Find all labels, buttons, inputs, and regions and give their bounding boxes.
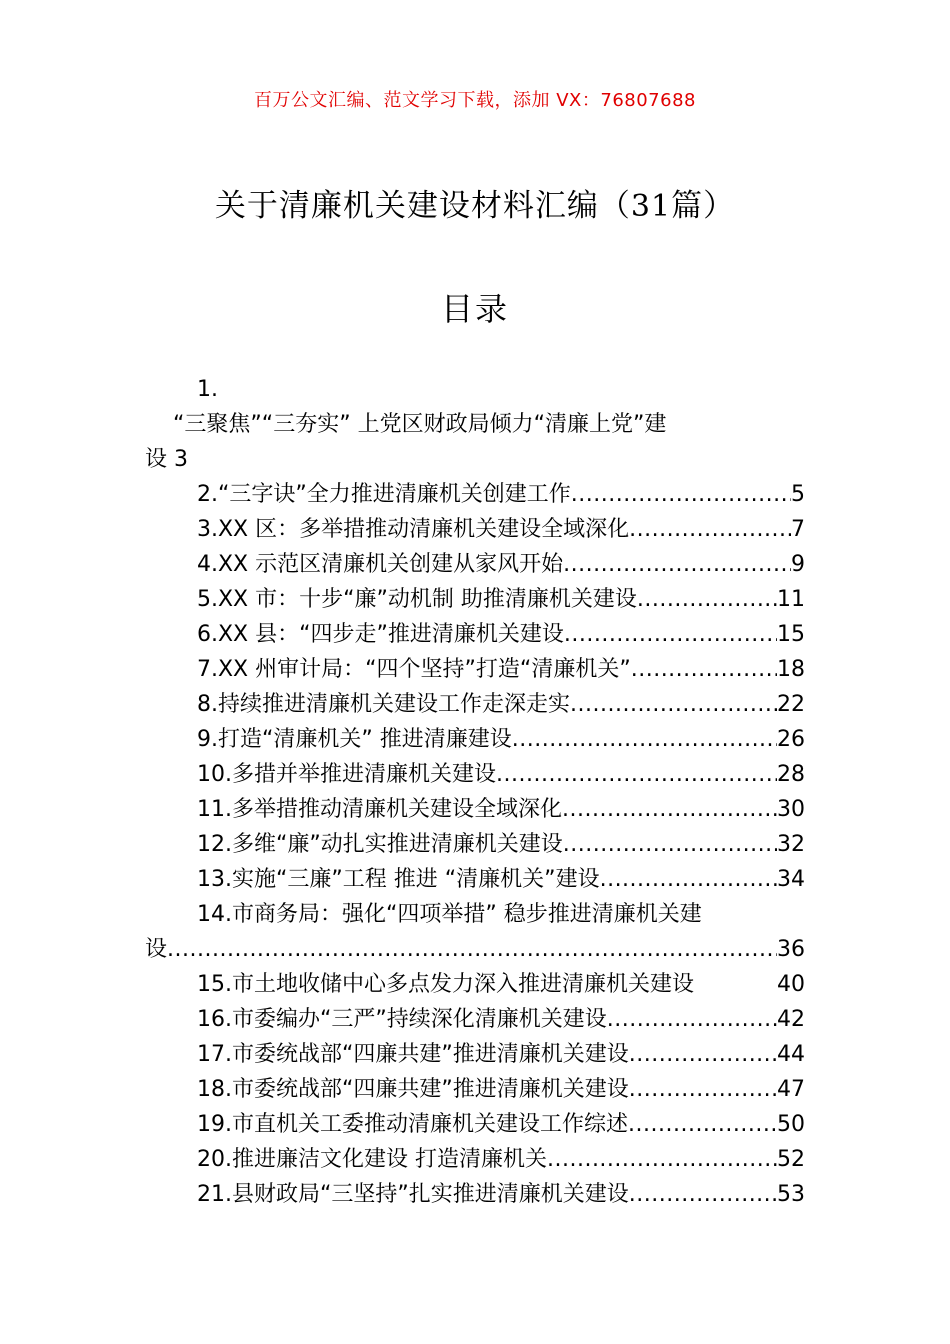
leader-dots [600, 862, 777, 897]
toc-page-number: 26 [777, 727, 805, 752]
leader-dots [563, 547, 791, 582]
toc-entry-5[interactable]: 5.XX 市：十步“廉”动机制 助推清廉机关建设 ..... 11 [145, 582, 805, 617]
leader-dots [562, 792, 777, 827]
toc-page-number: 30 [777, 797, 805, 822]
toc-page-number: 5 [791, 482, 805, 507]
table-of-contents [145, 372, 805, 1212]
document-title [0, 180, 950, 225]
toc-page-number: 47 [777, 1077, 805, 1102]
toc-entry-16[interactable]: 16.市委编办“三严”持续深化清廉机关建设 ..... 42 [145, 1002, 805, 1037]
toc-entry-1-number[interactable]: 1. [197, 377, 218, 402]
toc-page-number: 32 [777, 832, 805, 857]
toc-page-number: 52 [777, 1147, 805, 1172]
leader-dots [571, 477, 791, 512]
title-main: 关于清廉机关建设材料汇编（ [214, 188, 631, 224]
leader-dots [564, 617, 777, 652]
toc-entry-21[interactable]: 21.县财政局“三坚持”扎实推进清廉机关建设 ..... 53 [145, 1177, 805, 1212]
leader-dots [629, 1177, 777, 1212]
toc-entry-12[interactable]: 12.多维“廉”动扎实推进清廉机关建设 ..... 32 [145, 827, 805, 862]
toc-entry-18[interactable]: 18.市委统战部“四廉共建”推进清廉机关建设 ..... 47 [145, 1072, 805, 1107]
leader-dots [628, 1107, 777, 1142]
toc-entry-15[interactable]: 15.市土地收储中心多点发力深入推进清廉机关建设 40 [145, 967, 805, 1002]
toc-entry-1-title[interactable]: “三聚焦”“三夯实” 上党区财政局倾力“清廉上党”建 [173, 412, 667, 437]
toc-entry-17[interactable]: 17.市委统战部“四廉共建”推进清廉机关建设 ..... 44 [145, 1037, 805, 1072]
leader-dots [637, 582, 777, 617]
leader-dots [631, 652, 777, 687]
toc-page-number: 9 [791, 552, 805, 577]
toc-page-number: 34 [777, 867, 805, 892]
toc-page-number: 28 [777, 762, 805, 787]
toc-entry-9[interactable]: 9.打造“清廉机关” 推进清廉建设 ..... 26 [145, 722, 805, 757]
toc-page-number: 50 [777, 1112, 805, 1137]
toc-entry-2[interactable]: 2.“三字诀”全力推进清廉机关创建工作 ..... 5 [145, 477, 805, 512]
toc-entry-20[interactable]: 20.推进廉洁文化建设 打造清廉机关 ..... 52 [145, 1142, 805, 1177]
toc-entry-7[interactable]: 7.XX 州审计局：“四个坚持”打造“清廉机关” ..... 18 [145, 652, 805, 687]
toc-entry-1-continuation[interactable]: 设 3 [145, 447, 188, 472]
leader-dots [496, 757, 777, 792]
leader-dots [547, 1142, 777, 1177]
toc-page-number: 36 [777, 937, 805, 962]
toc-entry-19[interactable]: 19.市直机关工委推动清廉机关建设工作综述 ..... 50 [145, 1107, 805, 1142]
toc-page-number: 7 [791, 517, 805, 542]
toc-entry-14-continuation[interactable]: 设 ..... 36 [145, 932, 805, 967]
toc-entry-14-title[interactable]: 14.市商务局：强化“四项举措” 稳步推进清廉机关建 [197, 902, 702, 927]
leader-dots [629, 1072, 777, 1107]
toc-entry-10[interactable]: 10.多措并举推进清廉机关建设 ..... 28 [145, 757, 805, 792]
toc-page-number: 18 [777, 657, 805, 682]
toc-page-number: 44 [777, 1042, 805, 1067]
leader-dots [629, 1037, 777, 1072]
toc-page-number: 53 [777, 1182, 805, 1207]
toc-page-number: 15 [777, 622, 805, 647]
toc-entry-11[interactable]: 11.多举措推动清廉机关建设全域深化 ..... 30 [145, 792, 805, 827]
leader-dots [512, 722, 777, 757]
leader-dots [570, 687, 777, 722]
toc-entry-4[interactable]: 4.XX 示范区清廉机关创建从家风开始 ..... 9 [145, 547, 805, 582]
toc-entry-3[interactable]: 3.XX 区：多举措推动清廉机关建设全域深化 ..... 7 [145, 512, 805, 547]
toc-page-number: 42 [777, 1007, 805, 1032]
toc-entry-8[interactable]: 8.持续推进清廉机关建设工作走深走实 ..... 22 [145, 687, 805, 722]
header-note: 百万公文汇编、范文学习下载，添加 VX：76807688 [254, 90, 696, 111]
title-suffix: 篇） [671, 188, 736, 224]
leader-dots [167, 932, 777, 967]
toc-entry-6[interactable]: 6.XX 县：“四步走”推进清廉机关建设 ..... 15 [145, 617, 805, 652]
leader-dots [563, 827, 777, 862]
toc-page-number: 11 [777, 587, 805, 612]
leader-dots [629, 512, 791, 547]
toc-page-number: 40 [777, 972, 805, 997]
toc-page-number: 22 [777, 692, 805, 717]
toc-entry-13[interactable]: 13.实施“三廉”工程 推进 “清廉机关”建设 ..... 34 [145, 862, 805, 897]
title-count: 31 [630, 189, 672, 224]
leader-dots [607, 1002, 777, 1037]
toc-heading: 目录 [440, 290, 509, 328]
